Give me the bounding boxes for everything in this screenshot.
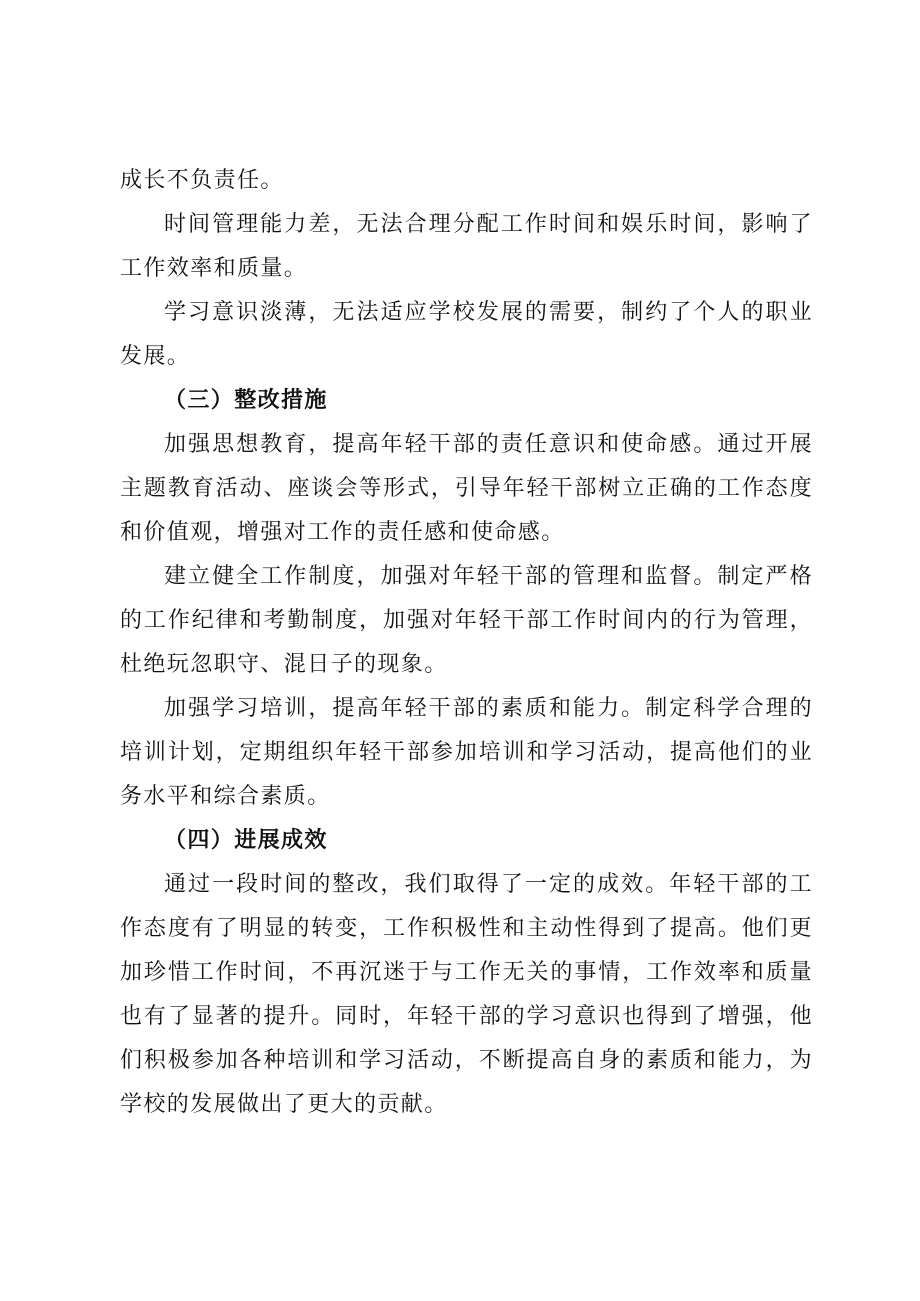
paragraph-results: 通过一段时间的整改，我们取得了一定的成效。年轻干部的工作态度有了明显的转变，工作积极性和主动性得到了提高。他们更加珍惜工作时间，不再沉迷于与工作无关的事情，工作效率和质量也有了显著的提升。同时，年轻干部的学习意识也得到了增强，他们积极参加各种培训和学习活动，不断提高自身的素质和能力，为学校的发展做出了更大的贡献。 xyxy=(120,872,813,1117)
section-heading-rectification: （三）整改措施 xyxy=(164,388,328,413)
paragraph-work-system: 建立健全工作制度，加强对年轻干部的管理和监督。制定严格的工作纪律和考勤制度，加强对年轻干部工作时间内的行为管理，杜绝玩忽职守、混日子的现象。 xyxy=(120,564,813,677)
paragraph-time-management: 时间管理能力差，无法合理分配工作时间和娱乐时间，影响了工作效率和质量。 xyxy=(120,212,813,281)
paragraph-ideological-education: 加强思想教育，提高年轻干部的责任意识和使命感。通过开展主题教育活动、座谈会等形式，引导年轻干部树立正确的工作态度和价值观，增强对工作的责任感和使命感。 xyxy=(120,432,813,545)
document-body xyxy=(120,159,813,1127)
paragraph-learning-awareness: 学习意识淡薄，无法适应学校发展的需要，制约了个人的职业发展。 xyxy=(120,300,813,369)
paragraph-continuation: 成长不负责任。 xyxy=(120,168,284,193)
section-heading-progress: （四）进展成效 xyxy=(164,828,328,853)
paragraph-training: 加强学习培训，提高年轻干部的素质和能力。制定科学合理的培训计划，定期组织年轻干部参加培训和学习活动，提高他们的业务水平和综合素质。 xyxy=(120,696,813,809)
